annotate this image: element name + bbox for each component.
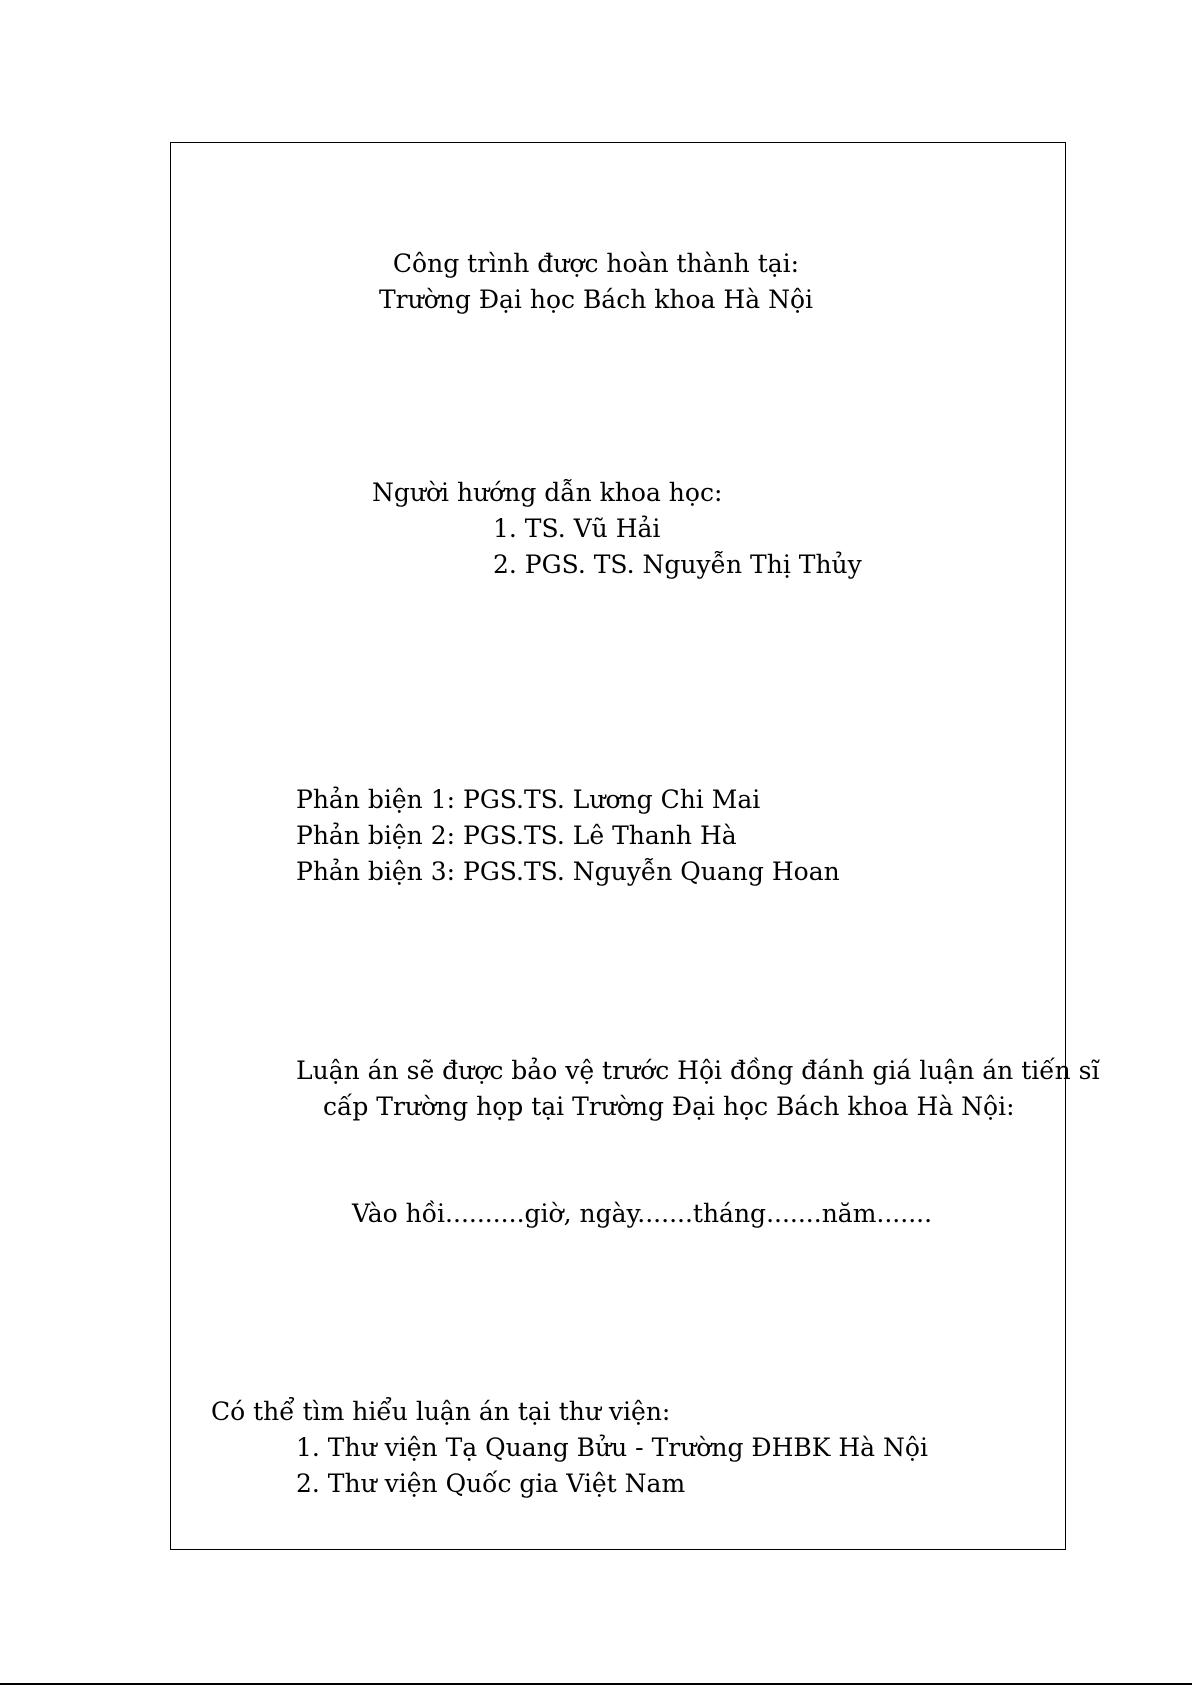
defense-line-1: Luận án sẽ được bảo vệ trước Hội đồng đánh giá luận án tiến sĩ	[296, 1056, 1100, 1085]
reviewer-3: Phản biện 3: PGS.TS. Nguyễn Quang Hoan	[296, 857, 840, 886]
defense-time: Vào hồi..........giờ, ngày.......tháng.......năm.......	[352, 1199, 933, 1228]
library-heading: Có thể tìm hiểu luận án tại thư viện:	[211, 1397, 671, 1426]
library-item-1: 1. Thư viện Tạ Quang Bửu - Trường ĐHBK Hà Nội	[296, 1433, 928, 1462]
supervisor-item-1: 1. TS. Vũ Hải	[493, 514, 661, 543]
completion-institution: Trường Đại học Bách khoa Hà Nội	[378, 285, 813, 314]
completion-heading: Công trình được hoàn thành tại:	[392, 249, 800, 278]
defense-line-2: cấp Trường họp tại Trường Đại học Bách khoa Hà Nội:	[323, 1092, 1015, 1121]
supervisors-heading: Người hướng dẫn khoa học:	[372, 478, 723, 507]
reviewer-1: Phản biện 1: PGS.TS. Lương Chi Mai	[296, 785, 761, 814]
reviewer-2: Phản biện 2: PGS.TS. Lê Thanh Hà	[296, 821, 737, 850]
library-item-2: 2. Thư viện Quốc gia Việt Nam	[296, 1469, 686, 1498]
supervisor-item-2: 2. PGS. TS. Nguyễn Thị Thủy	[493, 550, 862, 579]
